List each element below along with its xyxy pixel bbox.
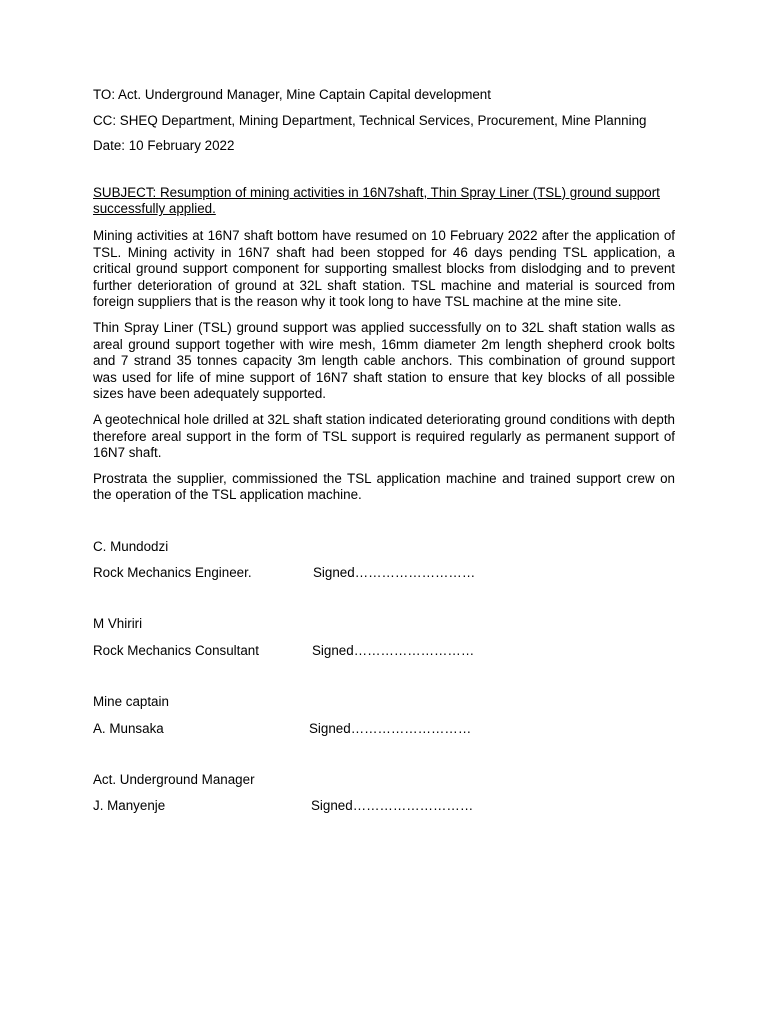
- body-paragraph: A geotechnical hole drilled at 32L shaft station indicated deteriorating ground conditions with depth therefore areal support in the form of TSL support is required regularly as permanent support of 16N7 shaft.: [93, 411, 675, 461]
- signature-line: Signed………………………: [311, 798, 474, 814]
- signature-row: [93, 721, 675, 738]
- signature-line: Signed………………………: [313, 565, 476, 581]
- body-paragraph: Mining activities at 16N7 shaft bottom have resumed on 10 February 2022 after the application of TSL. Mining activity in 16N7 shaft had been stopped for 46 days pending TSL application, a critical ground support component for supporting smallest blocks from dislodging and to prevent further deterioration of ground at 32L shaft station. TSL machine and material is sourced from foreign suppliers that is the reason why it took long to have TSL machine at the mine site.: [93, 227, 675, 310]
- signature-row: [93, 643, 675, 660]
- signature-line: Signed………………………: [309, 720, 472, 736]
- signature-row: [93, 798, 675, 815]
- signatory-title: Rock Mechanics Engineer.: [93, 565, 252, 581]
- signatory-name: C. Mundodzi: [93, 538, 169, 554]
- body-paragraph: Prostrata the supplier, commissioned the TSL application machine and trained support crew on the operation of the TSL application machine.: [93, 470, 675, 503]
- signatory-name: J. Manyenje: [93, 798, 166, 814]
- signature-block-mine-captain: [93, 694, 675, 738]
- signatory-name: M Vhiriri: [93, 616, 143, 632]
- memo-document: [93, 87, 675, 815]
- signature-block-engineer: [93, 539, 675, 583]
- to-line: TO: Act. Underground Manager, Mine Captain Capital development: [93, 87, 491, 102]
- signatory-title: Rock Mechanics Consultant: [93, 643, 259, 659]
- signatory-role: Act. Underground Manager: [93, 771, 255, 787]
- cc-line: CC: SHEQ Department, Mining Department, Technical Services, Procurement, Mine Planning: [93, 112, 647, 128]
- subject-line: SUBJECT: Resumption of mining activities in 16N7shaft, Thin Spray Liner (TSL) ground support successfully applied.: [93, 184, 660, 217]
- signature-row: [93, 565, 675, 582]
- signature-block-underground-manager: [93, 772, 675, 816]
- signatory-role: Mine captain: [93, 694, 169, 710]
- signature-line: Signed………………………: [312, 643, 475, 659]
- signatory-name: A. Munsaka: [93, 720, 164, 736]
- body-paragraph: Thin Spray Liner (TSL) ground support was applied successfully on to 32L shaft station walls as areal ground support together with wire mesh, 16mm diameter 2m length shepherd crook bolts and 7 strand 35 tonnes capacity 3m length cable anchors. This combination of ground support was used for life of mine support of 16N7 shaft station to ensure that key blocks of all possible sizes have been adequately supported.: [93, 319, 675, 402]
- date-line: Date: 10 February 2022: [93, 138, 235, 154]
- signature-block-consultant: [93, 616, 675, 660]
